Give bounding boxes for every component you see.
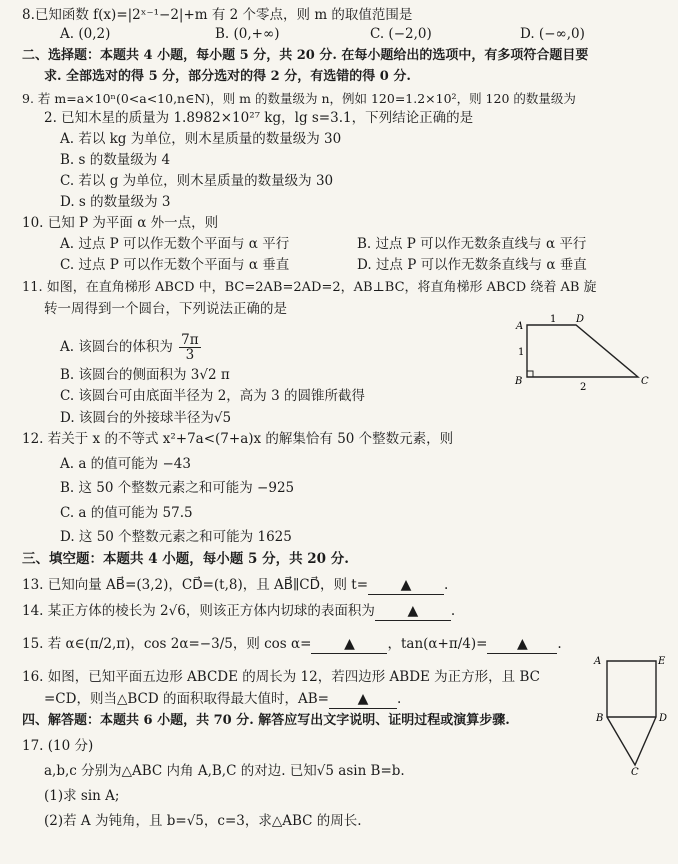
q10-option-b: B. 过点 P 可以作无数条直线与 α 平行 <box>357 236 587 252</box>
q15-text-mid: ，tan(α+π/4)= <box>387 636 488 652</box>
pentagon-abcde <box>607 661 656 765</box>
section2-heading: 二、选择题：本题共 4 小题，每小题 5 分，共 20 分. 在每小题给出的选项中，有多项符合题目要 <box>22 48 589 63</box>
q14-text: 14. 某正方体的棱长为 2√6，则该正方体内切球的表面积为 <box>22 603 375 619</box>
q12-option-d: D. 这 50 个整数元素之和可能为 1625 <box>60 529 292 545</box>
q9-option-a: A. 若以 kg 为单位，则木星质量的数量级为 30 <box>60 131 342 147</box>
trap-label-c: C <box>641 376 649 387</box>
q15-answer-blank-1 <box>311 636 387 654</box>
trapezoid-figure <box>510 310 660 395</box>
q13-period: . <box>444 577 449 593</box>
q8-option-c: C. (−2,0) <box>370 26 432 42</box>
q11-option-c: C. 该圆台可由底面半径为 2，高为 3 的圆锥所截得 <box>60 388 365 404</box>
q11-option-d: D. 该圆台的外接球半径为√5 <box>60 410 232 426</box>
q16-text: =CD，则当△BCD 的面积取得最大值时，AB= <box>44 691 329 707</box>
pent-label-c: C <box>631 767 639 778</box>
q11-option-a-text: A. 该圆台的体积为 <box>60 339 173 355</box>
q8-stem: 8.已知函数 f(x)=|2ˣ⁻¹−2|+m 有 2 个零点，则 m 的取值范围是 <box>22 7 413 23</box>
pent-label-a: A <box>594 656 602 667</box>
trapezoid-abcd <box>527 325 638 377</box>
q16-answer-mark: ▲ <box>357 691 369 707</box>
q15-answer-mark-2: ▲ <box>517 636 528 652</box>
q14-answer-mark: ▲ <box>407 603 419 619</box>
q12-option-c: C. a 的值可能为 57.5 <box>60 505 193 521</box>
q15-text: 15. 若 α∈(π/2,π)，cos 2α=−3/5，则 cos α= <box>22 636 312 652</box>
q12-stem: 12. 若关于 x 的不等式 x²+7a<(7+a)x 的解集恰有 50 个整数元素，则 <box>22 431 454 447</box>
q8-option-d: D. (−∞,0) <box>520 26 585 42</box>
trap-label-d: D <box>576 314 585 325</box>
pent-label-d: D <box>659 713 668 724</box>
q15-period: . <box>557 636 562 652</box>
right-angle-mark <box>527 371 533 377</box>
q10-option-d: D. 过点 P 可以作无数条直线与 α 垂直 <box>357 257 587 273</box>
q14-period: . <box>450 603 456 619</box>
q11-fraction-denominator: 3 <box>185 347 195 363</box>
pent-label-b: B <box>596 713 604 724</box>
trap-length-ab: 1 <box>518 347 525 358</box>
q12-option-b: B. 这 50 个整数元素之和可能为 −925 <box>60 480 295 496</box>
section2-heading-cont: 求. 全部选对的得 5 分，部分选对的得 2 分，有选错的得 0 分. <box>44 69 411 84</box>
q12-option-a: A. a 的值可能为 −43 <box>60 456 191 472</box>
section3-heading: 三、填空题：本题共 4 小题，每小题 5 分，共 20 分. <box>22 551 349 567</box>
q16-period: . <box>396 691 402 707</box>
q9-option-c: C. 若以 g 为单位，则木星质量的数量级为 30 <box>60 173 334 189</box>
q15-answer-mark-1: ▲ <box>344 636 355 652</box>
q13-answer-mark: ▲ <box>400 577 412 593</box>
q17-part-1: (1)求 sin A; <box>44 788 120 804</box>
q11-fraction-numerator: 7π <box>181 332 199 348</box>
q11-stem: 11. 如图，在直角梯形 ABCD 中，BC=2AB=2AD=2，AB⊥BC，将直角梯形 ABCD 绕着 AB 旋 <box>22 280 597 295</box>
q9-option-d: D. s 的数量级为 3 <box>60 194 171 210</box>
trap-length-ad: 1 <box>550 314 557 325</box>
q10-stem: 10. 已知 P 为平面 α 外一点，则 <box>22 215 219 231</box>
q11-stem-cont: 转一周得到一个圆台，下列说法正确的是 <box>44 301 287 317</box>
pentagon-figure <box>590 648 675 778</box>
q11-option-b: B. 该圆台的侧面积为 3√2 π <box>60 367 230 383</box>
q11-option-a-fraction <box>179 333 200 362</box>
q16-stem-cont <box>44 691 401 709</box>
trap-length-bc: 2 <box>580 382 587 393</box>
q8-option-a: A. (0,2) <box>60 26 111 42</box>
q17-stem: a,b,c 分别为△ABC 内角 A,B,C 的对边. 已知√5 asin B=b. <box>44 763 405 779</box>
q10-option-c: C. 过点 P 可以作无数个平面与 α 垂直 <box>60 257 290 273</box>
q16-stem: 16. 如图，已知平面五边形 ABCDE 的周长为 12，若四边形 ABDE 为正方形，且 BC <box>22 669 540 685</box>
section4-heading: 四、解答题：本题共 6 小题，共 70 分. 解答应写出文字说明、证明过程或演算步骤. <box>22 713 510 728</box>
q11-option-a <box>60 333 201 362</box>
trap-label-b: B <box>515 376 523 387</box>
q13-answer-blank <box>368 577 444 595</box>
q10-option-a: A. 过点 P 可以作无数个平面与 α 平行 <box>60 236 290 252</box>
q17-title: 17. (10 分) <box>22 738 94 754</box>
q14-answer-blank <box>375 603 451 621</box>
q17-part-2: (2)若 A 为钝角，且 b=√5，c=3，求△ABC 的周长. <box>44 813 362 829</box>
q9-option-b: B. s 的数量级为 4 <box>60 152 171 168</box>
q15 <box>22 636 562 654</box>
q14 <box>22 603 455 621</box>
q13 <box>22 577 448 595</box>
q8-option-b: B. (0,+∞) <box>215 26 280 42</box>
pent-label-e: E <box>658 656 666 667</box>
q15-answer-blank-2 <box>487 636 557 654</box>
q9-stem-cont: 2. 已知木星的质量为 1.8982×10²⁷ kg，lg s=3.1，下列结论正确的是 <box>44 110 474 126</box>
q9-stem: 9. 若 m=a×10ⁿ(0<a<10,n∈N)，则 m 的数量级为 n，例如 120=1.2×10²，则 120 的数量级为 <box>22 91 576 106</box>
trap-label-a: A <box>516 321 524 332</box>
q16-answer-blank <box>329 691 397 709</box>
q13-text: 13. 已知向量 AB⃗=(3,2)，CD⃗=(t,8)，且 AB⃗∥CD⃗，则 t= <box>22 577 369 593</box>
